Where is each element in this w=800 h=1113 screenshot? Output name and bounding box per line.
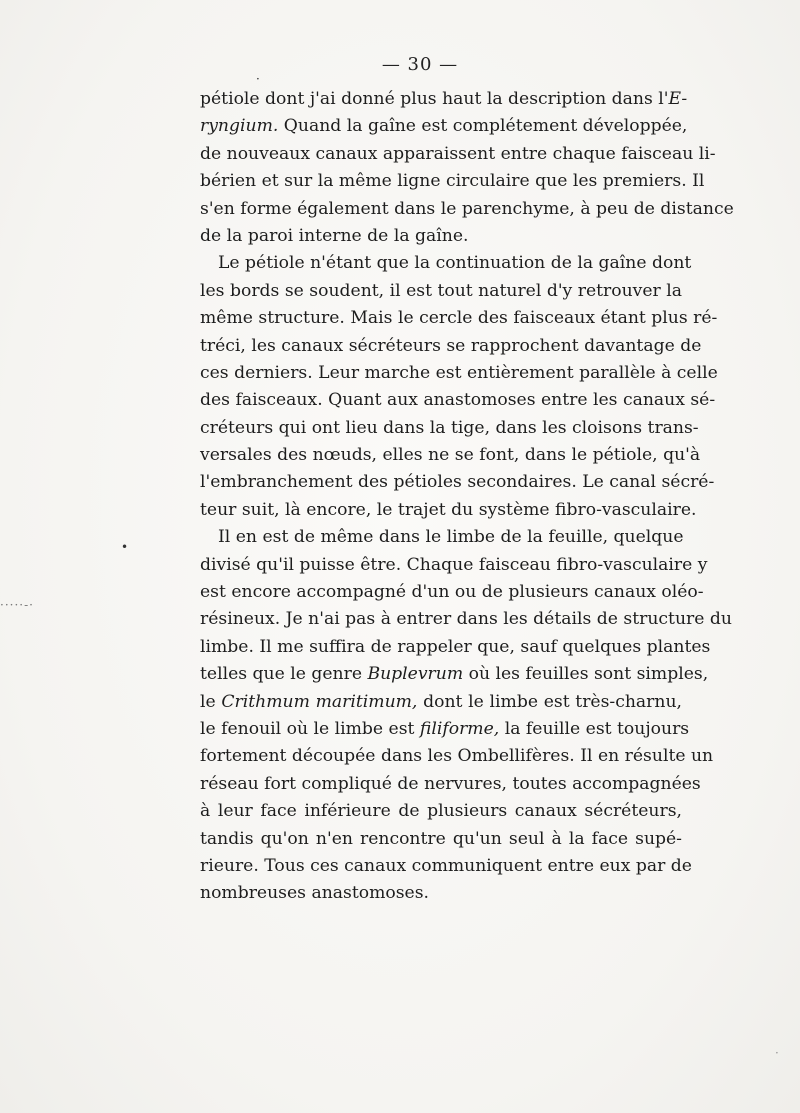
text-run: telles que le genre [200,664,368,685]
text-run: le fenouil où le limbe est [200,718,420,739]
scan-mark-dot: · [256,72,260,86]
text-line [200,579,704,606]
text-line [200,853,692,880]
text-run: nombreuses anastomoses. [200,883,430,904]
italic-text-run: filiforme, [419,718,500,739]
scan-mark-dot: • [121,540,129,554]
scan-mark-dashes: ·····-· [0,598,34,612]
text-run: fortement découpée dans les Ombellifères. Il en résulte un [200,746,714,767]
text-run: des faisceaux. Quant aux anastomoses entre les canaux sé- [200,390,716,411]
text-line [200,168,705,195]
text-line [200,552,708,579]
text-line [200,826,682,853]
text-run: même structure. Mais le cercle des faisceaux étant plus ré- [200,308,718,329]
text-run: rieure. Tous ces canaux communiquent entre eux par de [200,855,692,876]
text-line [200,771,701,798]
text-run: à leur face inférieure de plusieurs canaux sécréteurs, [200,801,682,822]
italic-text-run: E- [668,89,688,109]
text-line [200,333,702,360]
text-run: le [200,691,222,712]
text-line [200,469,715,496]
italic-text-run: Crithmum maritimum, [221,691,418,712]
text-line [200,360,718,387]
text-run: où les feuilles sont simples, [463,664,709,685]
italic-text-run: Buplevrum [367,664,464,685]
text-run: de nouveaux canaux apparaissent entre chaque faisceau li- [200,143,716,164]
text-run: Il en est de même dans le limbe de la feuille, quelque [218,527,684,548]
text-run: la feuille est toujours [499,718,690,739]
text-line [200,634,711,661]
text-line [200,250,692,277]
text-run: de la paroi interne de la gaîne. [200,225,469,246]
text-run: Quand la gaîne est complétement développée, [278,116,688,137]
text-run: tréci, les canaux sécréteurs se rapprochent davantage de [200,335,702,356]
text-line [200,305,718,332]
text-line [200,524,682,551]
text-run: réseau fort compliqué de nervures, toutes accompagnées [200,773,701,794]
text-run: l'embranchement des pétioles secondaires. Le canal sécré- [200,472,715,493]
text-run: limbe. Il me suffira de rappeler que, sauf quelques plantes [200,636,711,657]
text-run: s'en forme également dans le parenchyme, à peu de distance [200,198,734,219]
text-run: versales des nœuds, elles ne se font, dans le pétiole, qu'à [200,445,701,466]
text-run: teur suit, là encore, le trajet du système fibro-vasculaire. [200,499,697,520]
italic-text-run: ryngium. [200,116,279,137]
body-text [200,86,734,908]
text-line [200,689,682,716]
text-run: dont le limbe est très-charnu, [417,691,682,712]
text-line [200,278,682,305]
text-run: créteurs qui ont lieu dans la tige, dans les cloisons trans- [200,417,699,438]
scan-mark-dot: · [775,1046,779,1060]
text-run: bérien et sur la même ligne circulaire que les premiers. Il [200,171,705,192]
text-line [200,497,697,524]
text-line [200,387,716,414]
text-line [200,606,732,633]
text-line [200,442,701,469]
text-run: est encore accompagné d'un ou de plusieurs canaux oléo- [200,582,704,603]
text-run: les bords se soudent, il est tout naturel d'y retrouver la [200,280,682,301]
text-line [200,86,688,113]
page-number [0,54,800,75]
text-run: pétiole dont j'ai donné plus haut la description dans l' [200,89,669,109]
text-line [200,716,690,743]
text-run: Le pétiole n'étant que la continuation de la gaîne dont [218,253,692,274]
text-line [200,196,734,223]
text-line [200,141,716,168]
page-number-text: — 30 — [381,54,459,75]
text-line [200,223,682,250]
text-run: ces derniers. Leur marche est entièrement parallèle à celle [200,362,718,383]
text-line [200,415,699,442]
text-line [200,661,709,688]
text-line [200,798,682,825]
text-line [200,113,688,140]
text-line [200,880,682,907]
text-run: tandis qu'on n'en rencontre qu'un seul à la face supé- [200,828,682,849]
text-line [200,743,714,770]
text-run: divisé qu'il puisse être. Chaque faisceau fibro-vasculaire y [200,554,708,575]
text-run: résineux. Je n'ai pas à entrer dans les détails de structure du [200,609,732,630]
